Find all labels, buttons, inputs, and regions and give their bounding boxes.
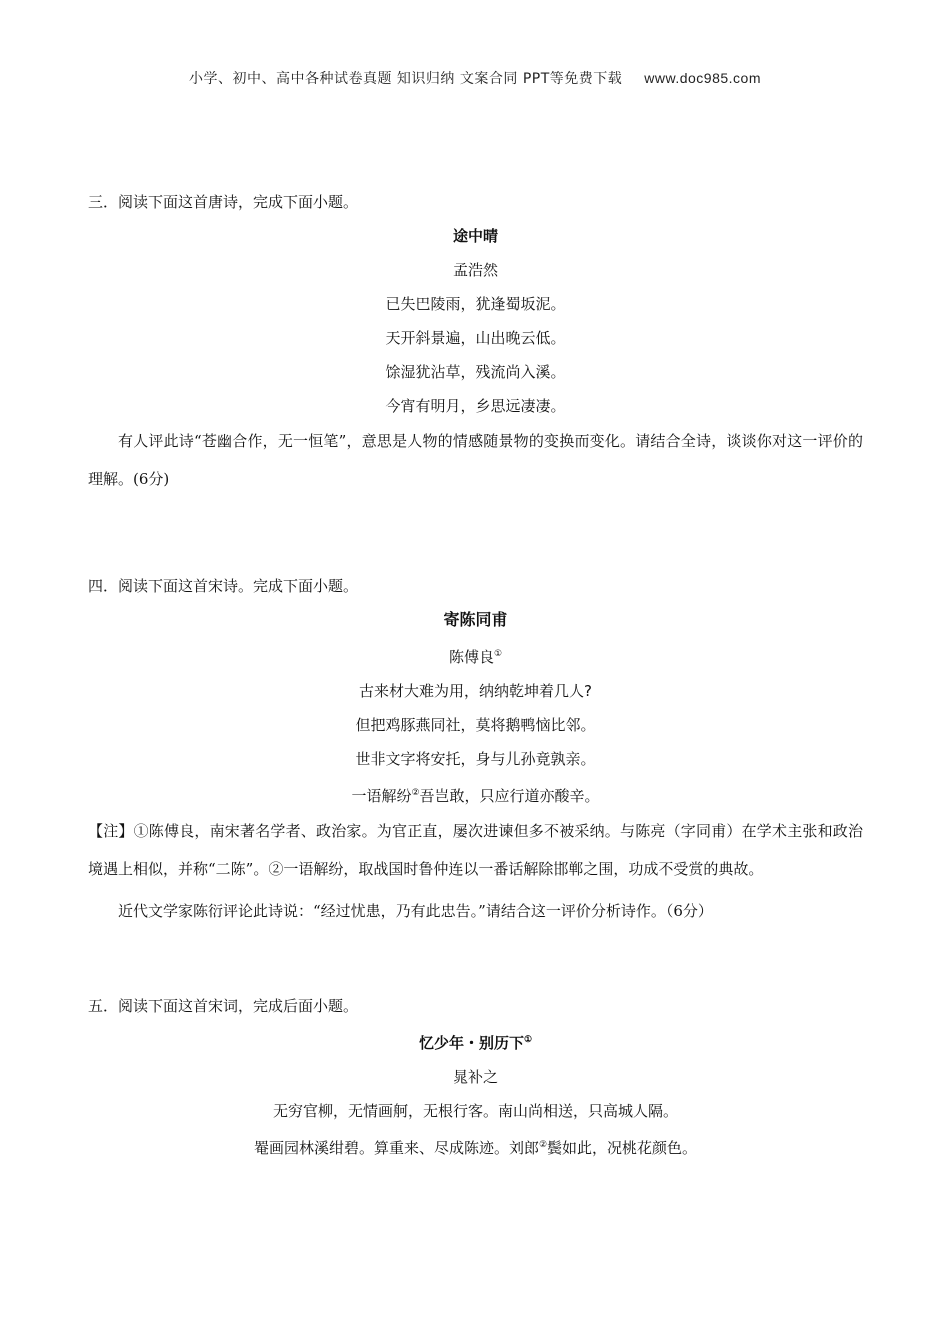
poem-line: 世非文字将安托，身与儿孙竟孰亲。	[355, 750, 596, 768]
poem-line: 但把鸡豚燕同社，莫将鹅鸭恼比邻。	[355, 716, 596, 734]
question-3	[88, 190, 863, 498]
poem-title	[88, 1028, 863, 1055]
header-site-link[interactable]: www.doc985.com	[644, 70, 761, 86]
poem-line: 古来材大难为用，纳纳乾坤着几人?	[359, 682, 592, 700]
poem-line-part: 罨画园林溪绀碧。算重来、尽成陈迹。刘郎	[253, 1139, 539, 1157]
poem-title: 途中晴	[452, 227, 498, 245]
question-3-heading: 三．阅读下面这首唐诗，完成下面小题。	[88, 193, 359, 211]
poem-line: 今宵有明月，乡思远凄凄。	[385, 397, 566, 415]
poem-line	[88, 1133, 863, 1160]
question-5-heading: 五．阅读下面这首宋词，完成后面小题。	[88, 997, 359, 1015]
header-text: 小学、初中、高中各种试卷真题 知识归纳 文案合同 PPT等免费下载	[188, 71, 623, 87]
poem-line	[88, 781, 863, 808]
question-4-heading: 四．阅读下面这首宋诗。完成下面小题。	[88, 577, 359, 595]
footnote-marker: ②	[411, 788, 420, 798]
poem-line: 天开斜景遍，山出晚云低。	[385, 329, 566, 347]
poem-title: 寄陈同甫	[443, 610, 508, 629]
document-body	[88, 190, 863, 1160]
poem-line: 已失巴陵雨，犹逢蜀坂泥。	[385, 295, 566, 313]
poem-line-part: 鬓如此，况桃花颜色。	[547, 1139, 698, 1157]
question-5	[88, 994, 863, 1160]
footnote-marker: ①	[523, 1035, 533, 1045]
page-header	[0, 68, 950, 88]
question-4	[88, 574, 863, 930]
poem-author: 晁补之	[452, 1068, 498, 1086]
poem-line: 馀湿犹沾草，残流尚入溪。	[385, 363, 566, 381]
poem-author	[88, 642, 863, 669]
question-4-note: 【注】①陈傅良，南宋著名学者、政治家。为官正直，屡次进谏但多不被采纳。与陈亮（字同甫）在学术主张和政治境遇上相似，并称“二陈”。②一语解纷，取战国时鲁仲连以一番话解除邯郸之围，功成不受赏的典故。	[88, 822, 863, 878]
poem-line: 无穷官柳，无情画舸，无根行客。南山尚相送，只高城人隔。	[272, 1102, 678, 1120]
poem-title-text: 忆少年・别历下	[418, 1034, 524, 1052]
question-3-prompt: 有人评此诗“苍幽合作，无一恒笔”，意思是人物的情感随景物的变换而变化。请结合全诗，谈谈你对这一评价的理解。(6分)	[88, 432, 863, 488]
poem-author-name: 陈傅良	[448, 648, 494, 666]
footnote-marker: ②	[538, 1140, 548, 1150]
poem-line-part: 一语解纷	[351, 787, 412, 805]
poem-line-part: 吾岂敢，只应行道亦酸辛。	[419, 787, 600, 805]
footnote-marker: ①	[493, 649, 503, 659]
question-4-prompt: 近代文学家陈衍评论此诗说：“经过忧患，乃有此忠告。”请结合这一评价分析诗作。（6分）	[118, 902, 713, 920]
poem-author: 孟浩然	[452, 261, 498, 279]
